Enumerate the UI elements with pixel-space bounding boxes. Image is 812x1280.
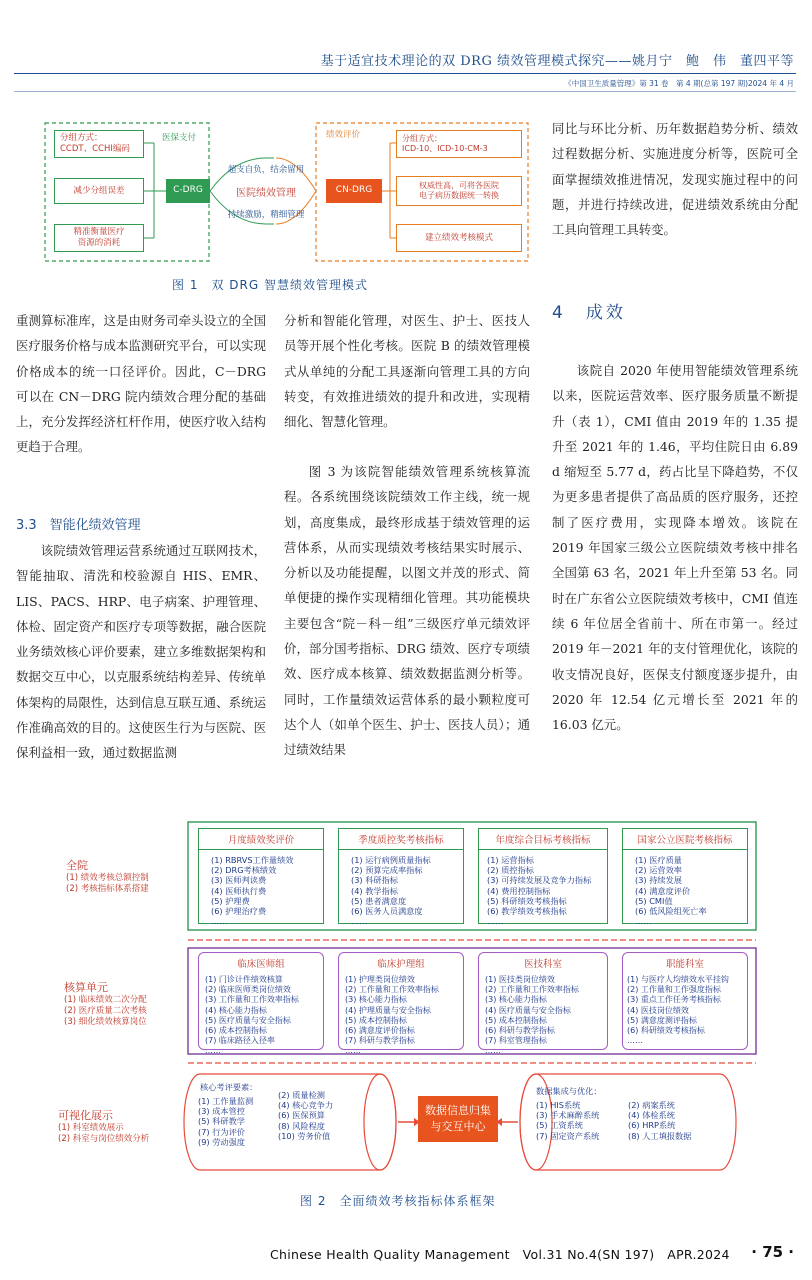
fig1-medical-insurance-label: 医保支付 bbox=[162, 133, 197, 143]
fig2-row1-box-2-items: (1) 运行病例质量指标 (2) 预算完成率指标 (3) 科研指标 (4) 教学指标 (5) 患者满意度 (6) 医务人员满意度 …… bbox=[351, 855, 431, 927]
fig2-integration-list-b: (2) 病案系统 (4) 体检系统 (6) HRP系统 (8) 人工填报数据 bbox=[628, 1100, 692, 1141]
running-header-title: 基于适宜技术理论的双 DRG 绩效管理模式探究——姚月宁 鲍 伟 董四平等 bbox=[320, 54, 794, 69]
column-3-paragraph-2 bbox=[552, 358, 798, 737]
fig2-row1-box-3-title: 年度综合目标考核指标 bbox=[479, 829, 607, 850]
figure-2 bbox=[40, 820, 790, 1190]
fig1-center-title: 医院绩效管理 bbox=[236, 188, 296, 199]
header-rule bbox=[14, 73, 796, 74]
fig2-core-list-a: (1) 工作量监测 (3) 成本管控 (5) 科研教学 (7) 行为评价 (9) 劳动强度 bbox=[198, 1096, 254, 1147]
fig2-level-visual bbox=[58, 1110, 149, 1145]
fig2-row1-box-1-title: 月度绩效奖评价 bbox=[199, 829, 323, 850]
fig2-row1-box-2-title: 季度质控奖考核指标 bbox=[339, 829, 463, 850]
fig2-level-unit-items: (1) 临床绩效二次分配 (2) 医疗质量二次考核 (3) 细化绩效核算岗位 bbox=[64, 995, 147, 1027]
fig2-row2-box-1-items: (1) 门诊计件绩效核算 (2) 临床医师类岗位绩效 (3) 工作量和工作效率指标 (4) 核心能力指标 (5) 医疗质量与安全指标 (6) 成本控制指标 (7) 临床路径入径率 …… bbox=[205, 975, 299, 1056]
fig2-level-hospital bbox=[66, 860, 149, 895]
fig2-row1-box-3 bbox=[478, 828, 608, 927]
fig2-row1-box-4-items: (1) 医疗质量 (2) 运营效率 (3) 持续发展 (4) 满意度评价 (5) CMI值 (6) 低风险组死亡率 …… bbox=[635, 855, 707, 927]
fig1-cn-drg-box: CN-DRG bbox=[326, 179, 382, 203]
fig2-row1-box-1 bbox=[198, 828, 324, 927]
fig1-right-box-1: 分组方式： ICD-10、ICD-10-CM-3 bbox=[396, 130, 522, 158]
fig1-right-box-3: 建立绩效考核模式 bbox=[396, 224, 522, 252]
col1-text-2: 该院绩效管理运营系统通过互联网技术，智能抽取、清洗和校验源自 HIS、EMR、LIS、PACS、HRP、电子病案、护理管理、体检、固定资产和医疗专项等数据，融合医院业务绩效核心评价要素，建立多维数据架构和数据交互中心，以克服系统结构差异、传统单体架构的局限性，达到信息互联互通、系统运作准确高效的目的。这使医生行为与医院、医保利益相一致，通过数据监测 bbox=[16, 543, 266, 761]
header-rule-secondary bbox=[14, 91, 796, 92]
fig2-core-title: 核心考评要素： bbox=[200, 1082, 258, 1092]
fig1-c-drg-box: C-DRG bbox=[166, 179, 210, 203]
fig2-data-center: 数据信息归集 与交互中心 bbox=[418, 1096, 498, 1142]
col3-text-2: 该院自 2020 年使用智能绩效管理系统以来，医院运营效率、医疗服务质量不断提升（表 1），CMI 值由 2019 年的 1.35 提升至 2021 年的 1.46，平均住院日由 6.89 d 缩短至 5.77 d，药占比呈下降趋势，不仅为更多患者提供了高品质的医疗服务，还控制了医疗费用，实现降本增效。该院在 2019 年国家三级公立医院绩效考核中排名全国第 63 名，2021 年上升至第 53 名。同时在广东省公立医院绩效考核中，CMI 值连续 6 年位居全省前十、所在市第一。经过 2019 年－2021 年的支付管理优化，该院的收支情况良好，医保支付额度逐步提升，由 2020 年 12.54 亿元增长至 2021 年的 16.03 亿元。 bbox=[552, 363, 798, 733]
fig1-right-box-2: 权威性高，可将各医院 电子病历数据统一转换 bbox=[396, 176, 522, 206]
fig2-row1-box-3-items: (1) 运营指标 (2) 质控指标 (3) 可持续发展及竞争力指标 (4) 费用控制指标 (5) 科研绩效考核指标 (6) 教学绩效考核指标 …… bbox=[487, 855, 592, 927]
fig2-level-visual-items: (1) 科室绩效展示 (2) 科室与岗位绩效分析 bbox=[58, 1123, 150, 1144]
fig2-integration-title: 数据集成与优化： bbox=[536, 1086, 602, 1096]
fig1-center-bottom-text: 持续激励，精细管理 bbox=[227, 210, 305, 220]
col1-text-1: 重测算标准库，这是由财务司牵头设立的全国医疗服务价格与成本监测研究平台，可以实现价格成本的统一口径评价。因此，C－DRG 可以在 CN－DRG 院内绩效合理分配的基础上，充分发挥经济杠杆作用，使医疗收入结构更趋于合理。 bbox=[16, 313, 266, 455]
section-3-3-heading: 3.3 智能化绩效管理 bbox=[16, 518, 141, 533]
fig1-left-box-2: 减少分组误差 bbox=[54, 178, 144, 204]
fig2-integration-list-a: (1) HIS系统 (3) 手术麻醉系统 (5) 工资系统 (7) 固定资产系统 bbox=[536, 1100, 600, 1141]
fig2-row1-box-4-title: 国家公立医院考核指标 bbox=[623, 829, 747, 850]
fig2-row2-box-3-items: (1) 医技类岗位绩效 (2) 工作量和工作效率指标 (3) 核心能力指标 (4) 医疗质量与安全指标 (5) 成本控制指标 (6) 科研与教学指标 (7) 科室管理指标 …… bbox=[485, 975, 579, 1056]
fig2-row1-box-1-items: (1) RBRVS工作量绩效 (2) DRG考核绩效 (3) 医师判读费 (4) 医师执行费 (5) 护理费 (6) 护理治疗费 …… bbox=[211, 855, 294, 927]
column-2-paragraph-1 bbox=[284, 308, 530, 434]
fig2-row2-box-2-title: 临床护理组 bbox=[377, 959, 425, 970]
section-4-heading: 4 成效 bbox=[552, 303, 626, 323]
fig2-row2-box-3 bbox=[478, 952, 608, 1056]
figure-1 bbox=[44, 118, 532, 266]
fig2-row1-box-2 bbox=[338, 828, 464, 927]
column-1-paragraph-1 bbox=[16, 308, 266, 460]
journal-footer: Chinese Health Quality Management Vol.31 No.4(SN 197) APR.2024 bbox=[270, 1247, 730, 1262]
fig2-row2-box-4-items: (1) 与医疗人均绩效水平挂钩 (2) 工作量和工作强度指标 (3) 重点工作任务考核指标 (4) 医技岗位绩效 (5) 满意度测评指标 (6) 科研绩效考核指标 …… bbox=[627, 975, 729, 1046]
figure-2-caption: 图 2 全面绩效考核指标体系框架 bbox=[300, 1194, 496, 1208]
fig2-row2-box-1 bbox=[198, 952, 324, 1056]
column-3-paragraph-1 bbox=[552, 116, 798, 242]
fig1-left-box-1: 分组方式： CCDT、CCHI编码 bbox=[54, 130, 144, 158]
fig2-level-visual-title: 可视化展示 bbox=[58, 1109, 113, 1122]
fig2-row2-box-1-title: 临床医师组 bbox=[237, 959, 285, 970]
running-header-issue: 《中国卫生质量管理》第 31 卷 第 4 期(总第 197 期)2024 年 4 月 bbox=[564, 79, 794, 88]
fig2-row2-box-2 bbox=[338, 952, 464, 1056]
fig2-row2-box-2-items: (1) 护理类岗位绩效 (2) 工作量和工作效率指标 (3) 核心能力指标 (4) 护理质量与安全指标 (5) 成本控制指标 (6) 满意度评价指标 (7) 科研与教学指标 …… bbox=[345, 975, 439, 1056]
col2-text-2: 图 3 为该院智能绩效管理系统核算流程。各系统围绕该院绩效工作主线，统一规划，高度集成，最终形成基于绩效管理的运营体系，从而实现绩效考核结果实时展示、分析以及功能提醒，以图文并茂的形式、简单便捷的操作实现精细化管理。其功能模块主要包含“院－科－组”三级医疗单元绩效评价，部分国考指标、DRG 绩效、医疗专项绩效、医疗成本核算、绩效数据监测分析等。同时，工作量绩效运营体系的最小颗粒度可达个人（如单个医生、护士、医技人员）；通过绩效结果 bbox=[284, 464, 530, 758]
column-2-paragraph-2 bbox=[284, 459, 530, 763]
fig1-center-top-text: 超支自负，结余留用 bbox=[227, 165, 305, 175]
page-number: · 75 · bbox=[751, 1243, 794, 1261]
fig2-level-hospital-title: 全院 bbox=[66, 859, 88, 872]
column-1-paragraph-2 bbox=[16, 538, 266, 766]
fig2-row1-box-4 bbox=[622, 828, 748, 927]
figure-1-caption: 图 1 双 DRG 智慧绩效管理模式 bbox=[172, 278, 368, 292]
fig1-left-box-3: 精准衡量医疗 资源的消耗 bbox=[54, 224, 144, 252]
col2-text-1: 分析和智能化管理，对医生、护士、医技人员等开展个性化考核。医院 B 的绩效管理模式从单纯的分配工具逐渐向管理工具的方向转变，有效推进绩效的提升和改进，实现精细化、智慧化管理。 bbox=[284, 313, 530, 430]
fig2-core-list-b: (2) 质量检测 (4) 核心竞争力 (6) 医保预算 (8) 风险程度 (10) 劳务价值 bbox=[278, 1090, 334, 1141]
fig1-performance-label: 绩效评价 bbox=[326, 130, 361, 140]
fig2-row2-box-3-title: 医技科室 bbox=[523, 959, 562, 970]
fig2-level-unit bbox=[64, 982, 147, 1028]
fig2-level-unit-title: 核算单元 bbox=[64, 981, 108, 994]
fig2-row2-box-4 bbox=[622, 952, 748, 1050]
fig2-row2-box-4-title: 职能科室 bbox=[665, 959, 704, 970]
col3-text-1: 同比与环比分析、历年数据趋势分析、绩效过程数据分析、实施进度分析等，医院可全面掌握绩效推进情况，发现实施过程中的问题，并进行持续改进，促进绩效系统由分配工具向管理工具转变。 bbox=[552, 121, 798, 238]
fig2-level-hospital-items: (1) 绩效考核总额控制 (2) 考核指标体系搭建 bbox=[66, 873, 149, 894]
